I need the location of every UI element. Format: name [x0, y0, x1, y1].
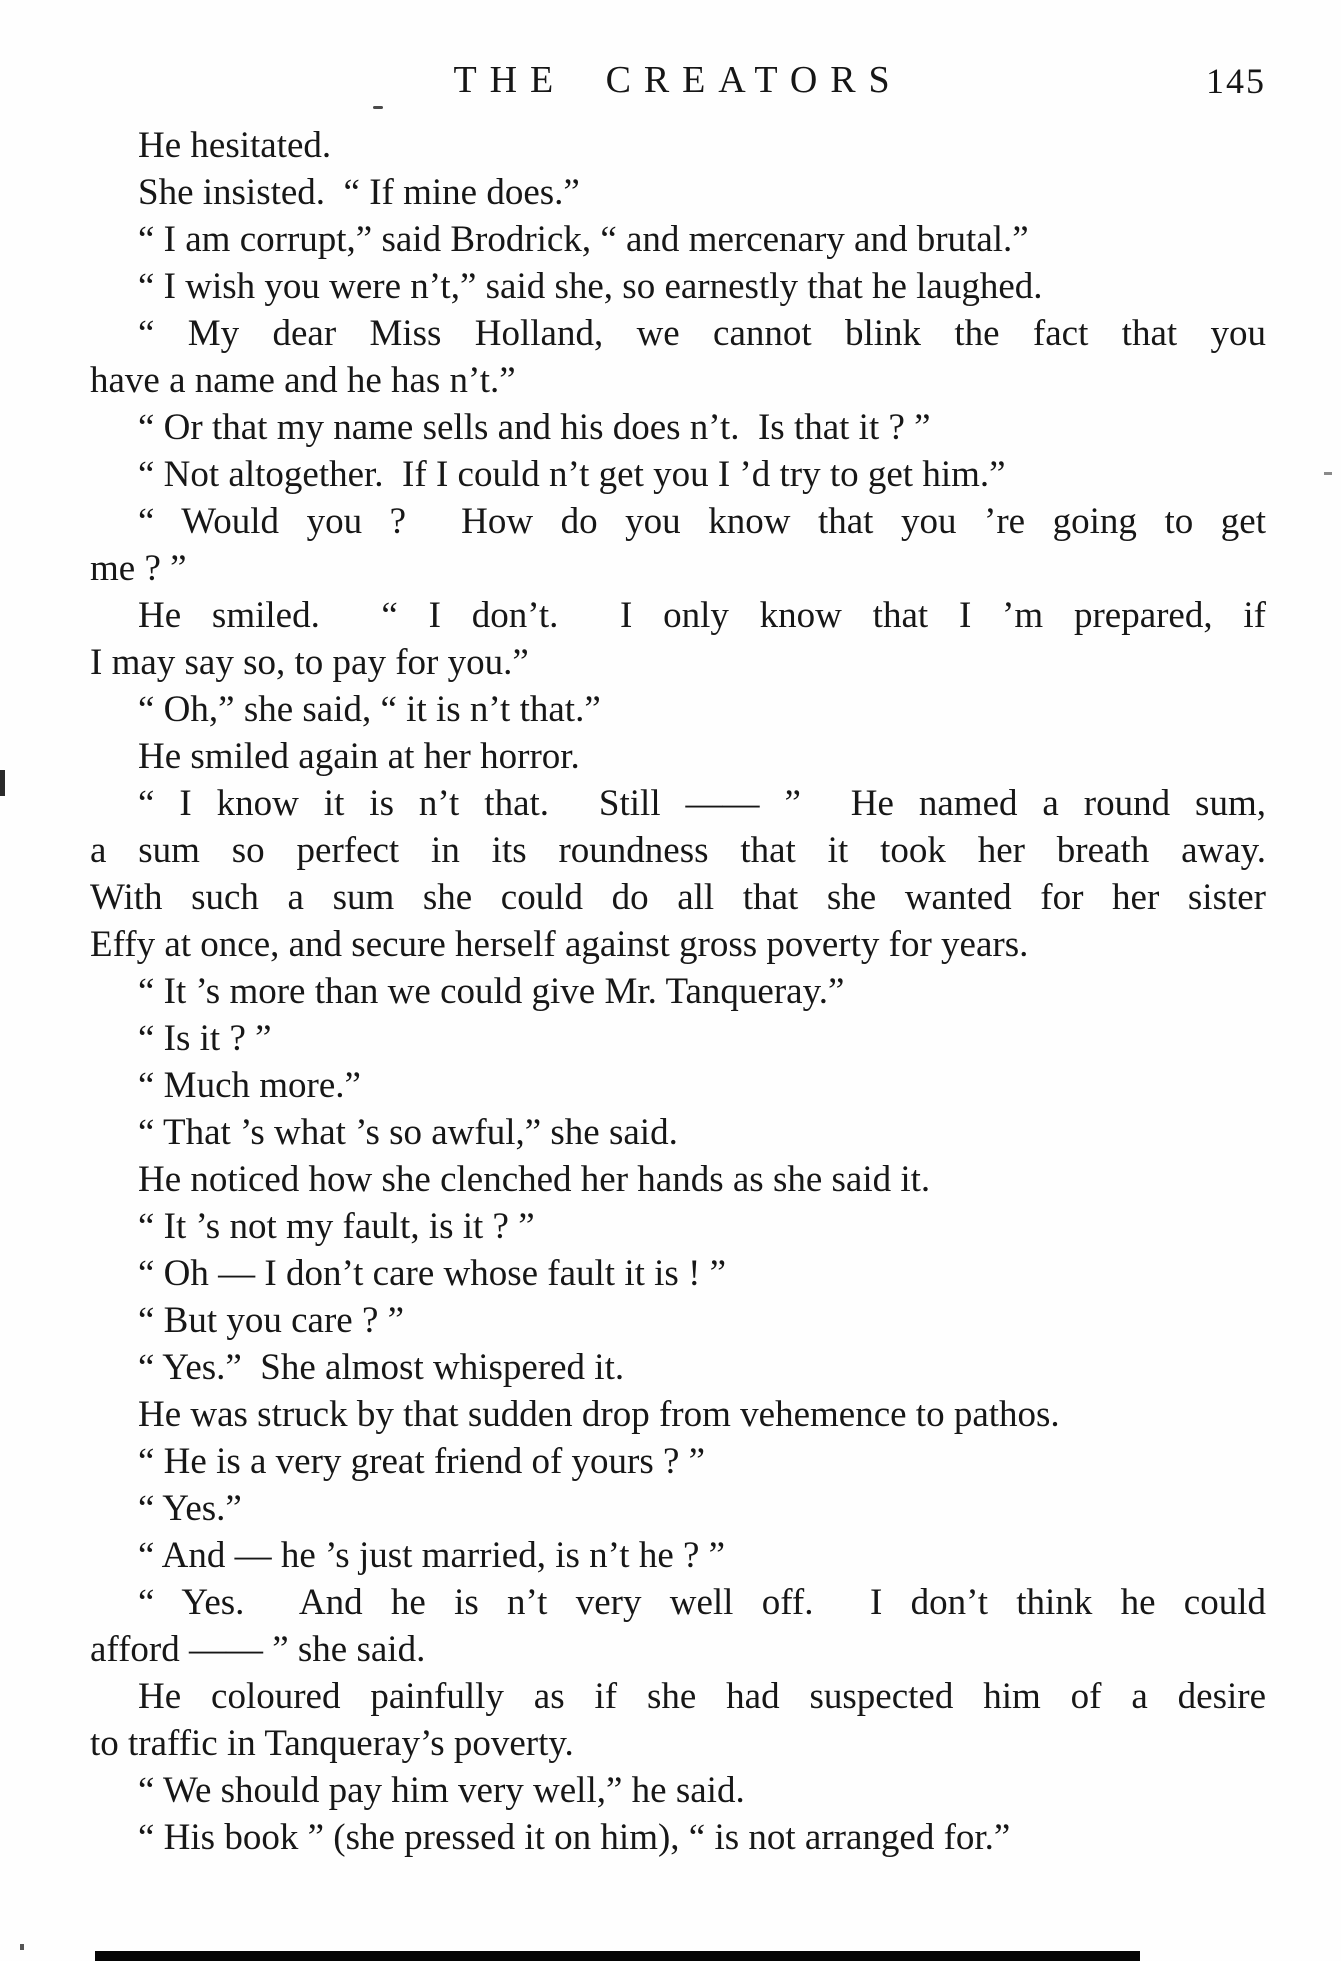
text-line: “ I wish you were n’t,” said she, so earnestly that he laughed. — [138, 266, 1043, 307]
scan-speck — [20, 1944, 24, 1950]
text-line: “ I am corrupt,” said Brodrick, “ and mercenary and brutal.” — [138, 219, 1029, 260]
text-line: “ Much more.” — [138, 1065, 361, 1106]
text-line: “ It ’s more than we could give Mr. Tanqueray.” — [138, 971, 845, 1012]
text-line: “ Yes.” — [138, 1488, 242, 1529]
text-line: afford —— ” she said. — [90, 1629, 426, 1670]
text-line: I may say so, to pay for you.” — [90, 642, 529, 683]
text-line: a sum so perfect in its roundness that it took her breath away. — [90, 830, 1266, 871]
text-line: “ But you care ? ” — [138, 1300, 405, 1341]
text-line: “ It ’s not my fault, is it ? ” — [138, 1206, 535, 1247]
text-line: “ That ’s what ’s so awful,” she said. — [138, 1112, 678, 1153]
text-line: “ My dear Miss Holland, we cannot blink the fact that you — [138, 313, 1266, 354]
text-line: He was struck by that sudden drop from vehemence to pathos. — [138, 1394, 1060, 1435]
text-line: “ Is it ? ” — [138, 1018, 272, 1059]
text-line: to traffic in Tanqueray’s poverty. — [90, 1723, 574, 1764]
text-line: “ Yes. And he is n’t very well off. I don’t think he could — [138, 1582, 1266, 1623]
text-line: “ Or that my name sells and his does n’t. Is that it ? ” — [138, 407, 931, 448]
text-line: “ His book ” (she pressed it on him), “ is not arranged for.” — [138, 1817, 1011, 1858]
text-line: He noticed how she clenched her hands as she said it. — [138, 1159, 931, 1200]
text-line: “ I know it is n’t that. Still —— ” He named a round sum, — [138, 783, 1266, 824]
scan-artifact-bar — [95, 1951, 1140, 1961]
text-line: He smiled again at her horror. — [138, 736, 580, 777]
text-line: “ And — he ’s just married, is n’t he ? ” — [138, 1535, 726, 1576]
text-line: He hesitated. — [138, 125, 332, 166]
text-line: “ He is a very great friend of yours ? ” — [138, 1441, 706, 1482]
text-line: “ Would you ? How do you know that you ’re going to get — [138, 501, 1266, 542]
text-line: He coloured painfully as if she had suspected him of a desire — [138, 1676, 1266, 1717]
scan-speck — [1324, 472, 1332, 475]
running-header — [90, 58, 1266, 110]
text-line: Effy at once, and secure herself against gross poverty for years. — [90, 924, 1029, 965]
running-header-title: THE CREATORS — [453, 59, 903, 101]
text-line: “ We should pay him very well,” he said. — [138, 1770, 745, 1811]
text-line: “ Oh,” she said, “ it is n’t that.” — [138, 689, 601, 730]
text-line: With such a sum she could do all that she wanted for her sister — [90, 877, 1266, 918]
text-line: “ Not altogether. If I could n’t get you I ’d try to get him.” — [138, 454, 1006, 495]
scan-speck — [373, 106, 383, 109]
scan-margin-tick — [0, 770, 5, 796]
text-line: “ Yes.” She almost whispered it. — [138, 1347, 625, 1388]
text-line: She insisted. “ If mine does.” — [138, 172, 580, 213]
text-line: have a name and he has n’t.” — [90, 360, 516, 401]
text-line: “ Oh — I don’t care whose fault it is ! ” — [138, 1253, 727, 1294]
text-block — [90, 122, 1266, 1861]
text-line: me ? ” — [90, 548, 187, 589]
page-number: 145 — [1206, 61, 1266, 101]
text-line: He smiled. “ I don’t. I only know that I ’m prepared, if — [138, 595, 1266, 636]
